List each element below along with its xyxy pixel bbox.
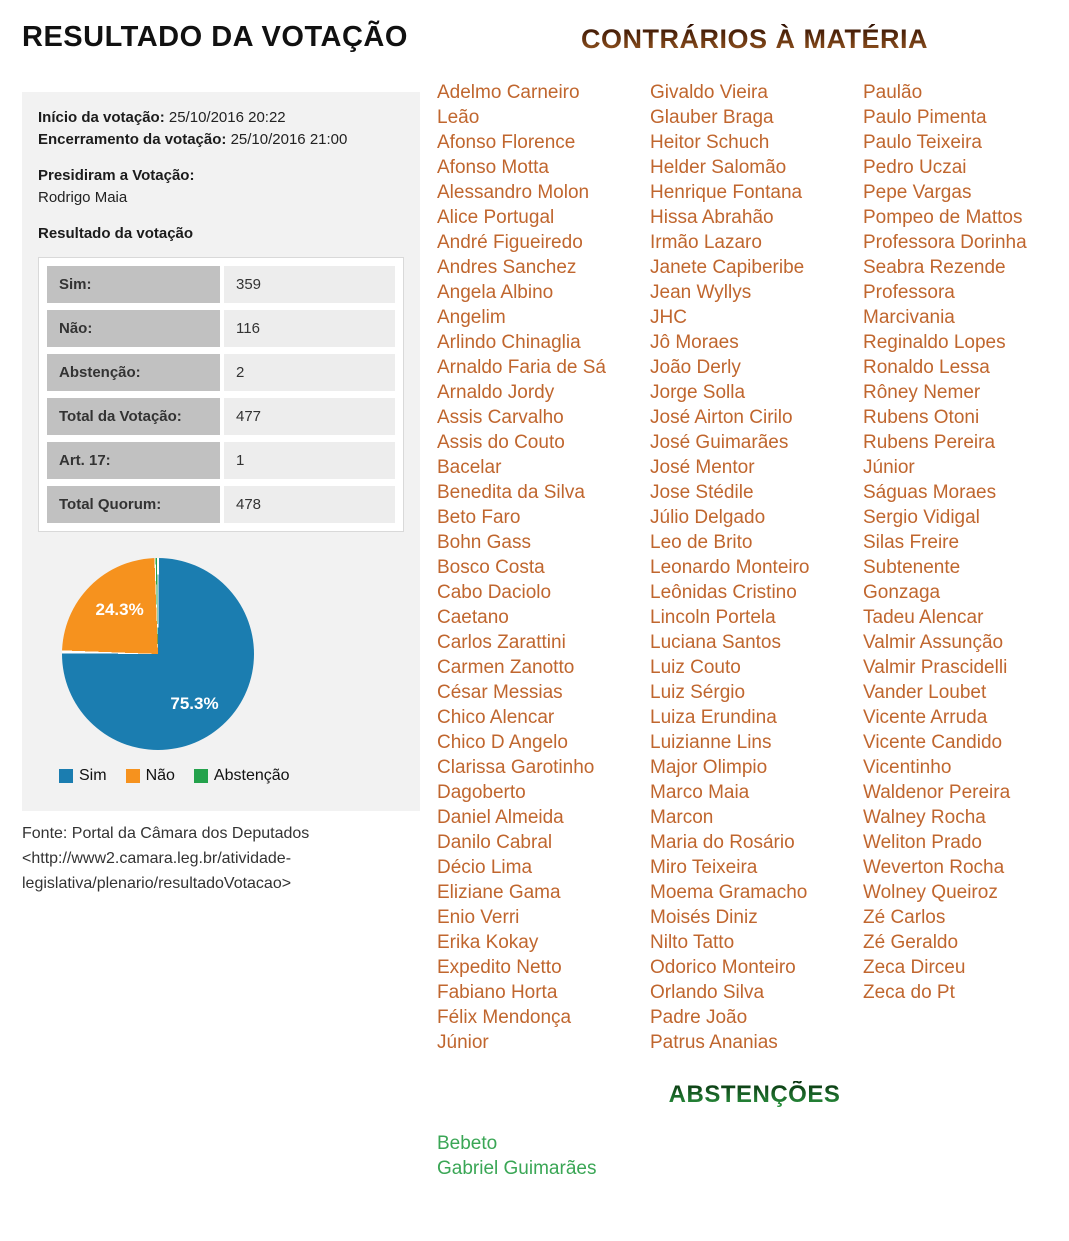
deputy-name: Lincoln Portela — [650, 607, 776, 628]
deputy-name: Walney Rocha — [863, 807, 986, 828]
row-label: Abstenção: — [47, 354, 220, 391]
legend-label: Sim — [79, 767, 107, 784]
deputy-name: Wolney Queiroz — [863, 882, 998, 903]
deputy-name: Nilto Tatto — [650, 932, 735, 953]
pie-chart — [62, 558, 254, 750]
deputy-name: Reginaldo Lopes — [863, 332, 1006, 353]
deputy-name: José Airton Cirilo — [650, 407, 793, 428]
deputy-name: Pepe Vargas — [863, 182, 972, 203]
deputy-name: Júlio Delgado — [650, 507, 766, 528]
deputy-name: Angela Albino — [437, 282, 554, 303]
pie-legend — [59, 767, 404, 785]
deputy-name: Seabra Rezende — [863, 257, 1006, 278]
deputy-name: Odorico Monteiro — [650, 957, 796, 978]
deputy-name: Cabo Daciolo — [437, 582, 552, 603]
deputy-name: Patrus Ananias — [650, 1032, 778, 1053]
deputy-name: Arnaldo Jordy — [437, 382, 555, 403]
deputy-name: Alessandro Molon — [437, 182, 590, 203]
deputy-name: Orlando Silva — [650, 982, 765, 1003]
vote-start-label: Início da votação: — [38, 109, 165, 126]
row-label: Não: — [47, 310, 220, 347]
deputy-name: Marco Maia — [650, 782, 750, 803]
deputy-name: Bacelar — [437, 457, 502, 478]
deputy-name: Janete Capiberibe — [650, 257, 805, 278]
row-value: 116 — [224, 310, 395, 347]
deputy-name: Expedito Netto — [437, 957, 562, 978]
deputy-name: Ságuas Moraes — [863, 482, 997, 503]
deputy-name: Pedro Uczai — [863, 157, 967, 178]
deputy-name: Clarissa Garotinho — [437, 757, 595, 778]
deputy-name: Fabiano Horta — [437, 982, 558, 1003]
deputy-name: Carlos Zarattini — [437, 632, 566, 653]
deputy-name: Vander Loubet — [863, 682, 987, 703]
deputy-name: Marcivania — [863, 307, 955, 328]
vote-start-value: 25/10/2016 20:22 — [168, 109, 286, 126]
deputy-name: Jô Moraes — [650, 332, 739, 353]
deputy-name: Rôney Nemer — [863, 382, 981, 403]
legend-label: Não — [145, 767, 175, 784]
deputy-name: Major Olimpio — [650, 757, 768, 778]
row-label: Total Quorum: — [47, 486, 220, 523]
deputy-name: Miro Teixeira — [650, 857, 758, 878]
deputy-name: Hissa Abrahão — [650, 207, 774, 228]
deputy-name: José Mentor — [650, 457, 755, 478]
results-panel — [0, 0, 435, 896]
deputy-name: Moisés Diniz — [650, 907, 758, 928]
legend-item — [126, 767, 175, 785]
deputy-name: Leão — [437, 107, 480, 128]
deputy-name: Félix Mendonça — [437, 1007, 572, 1028]
deputy-name: Tadeu Alencar — [863, 607, 984, 628]
deputy-name: Leo de Brito — [650, 532, 753, 553]
deputy-name: Assis do Couto — [437, 432, 565, 453]
deputy-name: Luizianne Lins — [650, 732, 772, 753]
deputy-name: Beto Faro — [437, 507, 521, 528]
deputy-name: Zeca do Pt — [863, 982, 955, 1003]
deputy-name: Sergio Vidigal — [863, 507, 980, 528]
contrarios-panel — [435, 0, 1069, 1221]
row-value: 478 — [224, 486, 395, 523]
contrarios-column-1 — [437, 80, 650, 1055]
deputy-name: Arnaldo Faria de Sá — [437, 357, 606, 378]
table-row — [47, 354, 395, 391]
deputy-name: André Figueiredo — [437, 232, 583, 253]
table-row — [47, 486, 395, 523]
presided-value: Rodrigo Maia — [38, 189, 128, 206]
deputy-name: JHC — [650, 307, 687, 328]
table-row — [47, 398, 395, 435]
deputy-name: José Guimarães — [650, 432, 789, 453]
table-row — [47, 442, 395, 479]
deputy-name: Chico D Angelo — [437, 732, 568, 753]
page-title: RESULTADO DA VOTAÇÃO — [22, 21, 408, 53]
deputy-name: Paulo Teixeira — [863, 132, 983, 153]
deputy-name: Luciana Santos — [650, 632, 781, 653]
deputy-name: Andres Sanchez — [437, 257, 577, 278]
legend-item — [59, 767, 107, 785]
deputy-name: Padre João — [650, 1007, 748, 1028]
deputy-name: Afonso Motta — [437, 157, 549, 178]
deputy-name: Vicente Candido — [863, 732, 1003, 753]
legend-swatch-icon — [59, 769, 73, 783]
legend-item — [194, 767, 290, 785]
deputy-name: Moema Gramacho — [650, 882, 808, 903]
deputy-name: César Messias — [437, 682, 563, 703]
abstention-name: Gabriel Guimarães — [437, 1158, 597, 1179]
deputy-name: Adelmo Carneiro — [437, 82, 580, 103]
deputy-name: Danilo Cabral — [437, 832, 553, 853]
deputy-name: Afonso Florence — [437, 132, 576, 153]
deputy-name: Glauber Braga — [650, 107, 774, 128]
deputy-name: Caetano — [437, 607, 509, 628]
table-row — [47, 310, 395, 347]
deputy-name: Zeca Dirceu — [863, 957, 966, 978]
legend-swatch-icon — [194, 769, 208, 783]
row-label: Sim: — [47, 266, 220, 303]
row-value: 477 — [224, 398, 395, 435]
deputy-name: Gonzaga — [863, 582, 941, 603]
pie-label-nao: 24.3% — [95, 599, 144, 619]
row-value: 1 — [224, 442, 395, 479]
deputy-name: Jose Stédile — [650, 482, 754, 503]
deputy-name: Marcon — [650, 807, 714, 828]
deputy-name: Weverton Rocha — [863, 857, 1005, 878]
vote-end-line — [38, 129, 404, 151]
deputy-name: Luiza Erundina — [650, 707, 777, 728]
deputy-name: Paulo Pimenta — [863, 107, 987, 128]
deputy-name: Daniel Almeida — [437, 807, 564, 828]
legend-label: Abstenção — [213, 767, 290, 784]
results-table — [38, 257, 404, 532]
deputy-name: Leonardo Monteiro — [650, 557, 810, 578]
legend-swatch-icon — [126, 769, 140, 783]
deputy-name: Enio Verri — [437, 907, 520, 928]
deputy-name: Rubens Otoni — [863, 407, 980, 428]
deputy-name: Zé Geraldo — [863, 932, 959, 953]
deputy-name: Ronaldo Lessa — [863, 357, 990, 378]
deputy-name: Benedita da Silva — [437, 482, 585, 503]
pie-label-sim: 75.3% — [170, 693, 219, 713]
deputy-name: Valmir Prascidelli — [863, 657, 1008, 678]
deputy-name: Angelim — [437, 307, 506, 328]
deputy-name: Júnior — [437, 1032, 489, 1053]
results-heading: Resultado da votação — [38, 225, 194, 242]
contrarios-column-2 — [650, 80, 863, 1055]
vote-end-value: 25/10/2016 21:00 — [230, 131, 348, 148]
row-value: 2 — [224, 354, 395, 391]
deputy-name: Bosco Costa — [437, 557, 545, 578]
deputy-name: Henrique Fontana — [650, 182, 803, 203]
deputy-name: Júnior — [863, 457, 915, 478]
contrarios-column-3 — [863, 80, 1069, 1055]
deputy-name: Dagoberto — [437, 782, 526, 803]
abstention-name: Bebeto — [437, 1133, 498, 1154]
contrarios-title: CONTRÁRIOS À MATÉRIA — [437, 24, 1069, 54]
deputy-name: Professora Dorinha — [863, 232, 1027, 253]
deputy-name: Vicente Arruda — [863, 707, 988, 728]
deputy-name: Weliton Prado — [863, 832, 982, 853]
deputy-name: Paulão — [863, 82, 923, 103]
deputy-name: Vicentinho — [863, 757, 952, 778]
deputy-name: Waldenor Pereira — [863, 782, 1011, 803]
deputy-name: Professora — [863, 282, 955, 303]
deputy-name: Luiz Couto — [650, 657, 741, 678]
deputy-name: Silas Freire — [863, 532, 960, 553]
deputy-name: Jean Wyllys — [650, 282, 752, 303]
deputy-name: Leônidas Cristino — [650, 582, 797, 603]
deputy-name: Heitor Schuch — [650, 132, 770, 153]
row-value: 359 — [224, 266, 395, 303]
abstencoes-title: ABSTENÇÕES — [437, 1081, 1069, 1109]
deputy-name: João Derly — [650, 357, 741, 378]
vote-end-label: Encerramento da votação: — [38, 131, 227, 148]
deputy-name: Assis Carvalho — [437, 407, 564, 428]
deputy-name: Valmir Assunção — [863, 632, 1004, 653]
source-note: Fonte: Portal da Câmara dos Deputados <http://www2.camara.leg.br/atividade-legislativa/plenario/resultadoVotacao> — [22, 825, 310, 892]
deputy-name: Luiz Sérgio — [650, 682, 746, 703]
deputy-name: Rubens Pereira — [863, 432, 996, 453]
presided-label: Presidiram a Votação: — [38, 167, 195, 184]
deputy-name: Helder Salomão — [650, 157, 787, 178]
deputy-name: Zé Carlos — [863, 907, 946, 928]
deputy-name: Décio Lima — [437, 857, 533, 878]
deputy-name: Irmão Lazaro — [650, 232, 762, 253]
deputy-name: Arlindo Chinaglia — [437, 332, 581, 353]
deputy-name: Eliziane Gama — [437, 882, 561, 903]
deputy-name: Maria do Rosário — [650, 832, 795, 853]
row-label: Total da Votação: — [47, 398, 220, 435]
vote-start-line — [38, 107, 404, 129]
deputy-name: Carmen Zanotto — [437, 657, 575, 678]
deputy-name: Givaldo Vieira — [650, 82, 768, 103]
deputy-name: Bohn Gass — [437, 532, 531, 553]
deputy-name: Erika Kokay — [437, 932, 539, 953]
contrarios-name-columns — [437, 80, 1069, 1055]
deputy-name: Chico Alencar — [437, 707, 555, 728]
deputy-name: Alice Portugal — [437, 207, 555, 228]
results-card — [22, 92, 420, 811]
deputy-name: Pompeo de Mattos — [863, 207, 1023, 228]
abstencoes-list — [437, 1131, 1069, 1181]
deputy-name: Jorge Solla — [650, 382, 746, 403]
deputy-name: Subtenente — [863, 557, 961, 578]
row-label: Art. 17: — [47, 442, 220, 479]
table-row — [47, 266, 395, 303]
